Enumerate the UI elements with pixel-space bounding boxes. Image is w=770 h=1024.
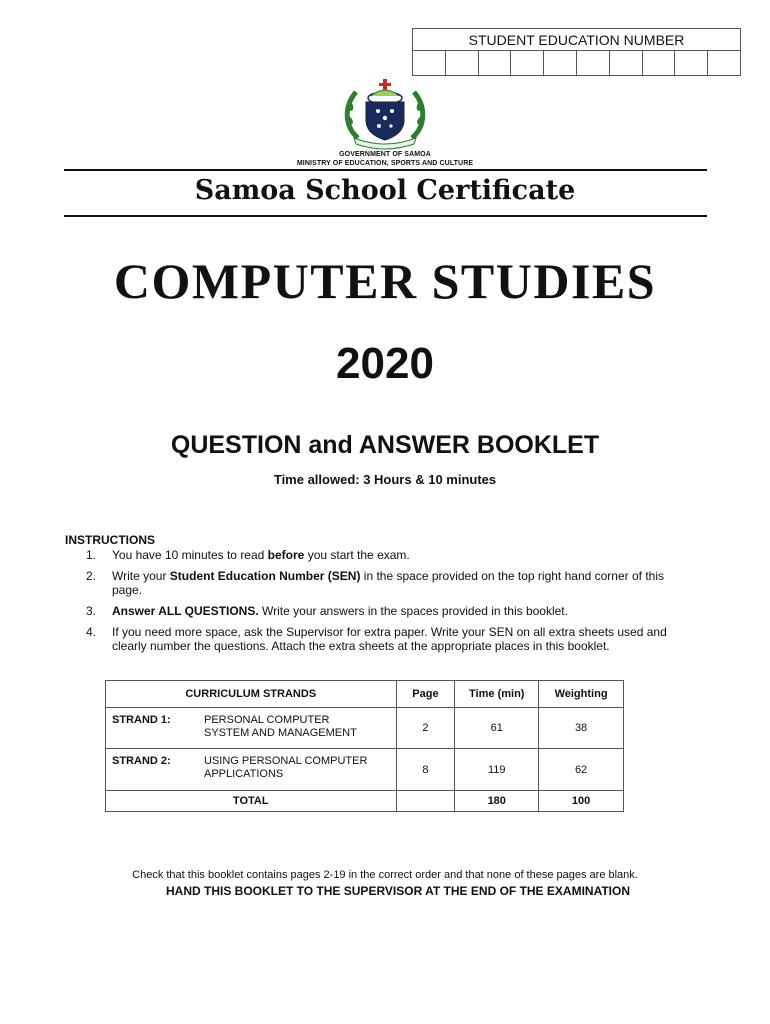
strand-cell [106,708,397,749]
time-cell: 119 [455,749,539,791]
sen-cell[interactable] [708,51,740,76]
sen-cell[interactable] [675,51,708,76]
booklet-title: QUESTION and ANSWER BOOKLET [170,431,600,459]
exam-year: 2020 [336,339,434,388]
sen-cell[interactable] [610,51,643,76]
sen-cell[interactable] [577,51,610,76]
table-row [106,708,624,749]
subject-title: COMPUTER STUDIES [113,253,657,309]
instruction-text: If you need more space, ask the Supervisor for extra paper. Write your SEN on all extra sheets used and clearly number the questions. Attach the extra sheets at the appropriate places in this booklet. [112,625,667,653]
sen-cell[interactable] [413,51,446,76]
time-allowed: Time allowed: 3 Hours & 10 minutes [273,472,497,487]
instruction-item [86,548,696,562]
bottom-divider [64,215,707,217]
samoa-crest-icon [338,78,432,150]
table-header-row [106,681,624,708]
total-weighting: 100 [539,791,624,812]
instruction-number: 4. [86,625,97,639]
page-cell: 8 [396,749,455,791]
sen-cell[interactable] [643,51,676,76]
weighting-cell: 62 [539,749,624,791]
page-cell: 2 [396,708,455,749]
instruction-text: Write your Student Education Number (SEN) in the space provided on the top right hand corner of this page. [112,569,664,597]
total-time: 180 [455,791,539,812]
check-pages-note: Check that this booklet contains pages 2-19 in the correct order and that none of these pages are blank. [132,869,638,881]
ministry-name: MINISTRY OF EDUCATION, SPORTS AND CULTURE [296,160,474,167]
instruction-number: 2. [86,569,97,583]
instruction-item [86,604,696,618]
curriculum-table [105,680,624,812]
strand-name: PERSONAL COMPUTER SYSTEM AND MANAGEMENT [204,714,357,739]
instruction-item [86,625,696,653]
total-label: TOTAL [106,791,397,812]
time-cell: 61 [455,708,539,749]
strand-name: USING PERSONAL COMPUTER APPLICATIONS [204,755,368,780]
hand-in-note: HAND THIS BOOKLET TO THE SUPERVISOR AT THE END OF THE EXAMINATION [165,884,631,898]
sen-cells [413,51,740,76]
total-row [106,791,624,812]
header-time: Time (min) [455,681,539,708]
strand-cell [106,749,397,791]
instructions-heading: INSTRUCTIONS [65,533,155,547]
top-divider [64,169,707,171]
strand-label: STRAND 1: [112,714,171,726]
header-weighting: Weighting [539,681,624,708]
government-name: GOVERNMENT OF SAMOA [339,151,431,158]
instruction-text: You have 10 minutes to read before you start the exam. [112,548,410,562]
instruction-item [86,569,696,597]
certificate-title: Samoa School Certificate [194,175,576,206]
weighting-cell: 38 [539,708,624,749]
sen-box [412,28,741,76]
header-strands: CURRICULUM STRANDS [106,681,397,708]
sen-cell[interactable] [479,51,512,76]
instruction-number: 3. [86,604,97,618]
strand-label: STRAND 2: [112,755,171,767]
sen-cell[interactable] [511,51,544,76]
instruction-number: 1. [86,548,97,562]
sen-cell[interactable] [446,51,479,76]
instruction-text: Answer ALL QUESTIONS. Write your answers in the spaces provided in this booklet. [112,604,568,618]
sen-cell[interactable] [544,51,577,76]
table-row [106,749,624,791]
instructions-list [86,548,696,660]
sen-title: STUDENT EDUCATION NUMBER [413,29,740,51]
total-page [396,791,455,812]
header-page: Page [396,681,455,708]
